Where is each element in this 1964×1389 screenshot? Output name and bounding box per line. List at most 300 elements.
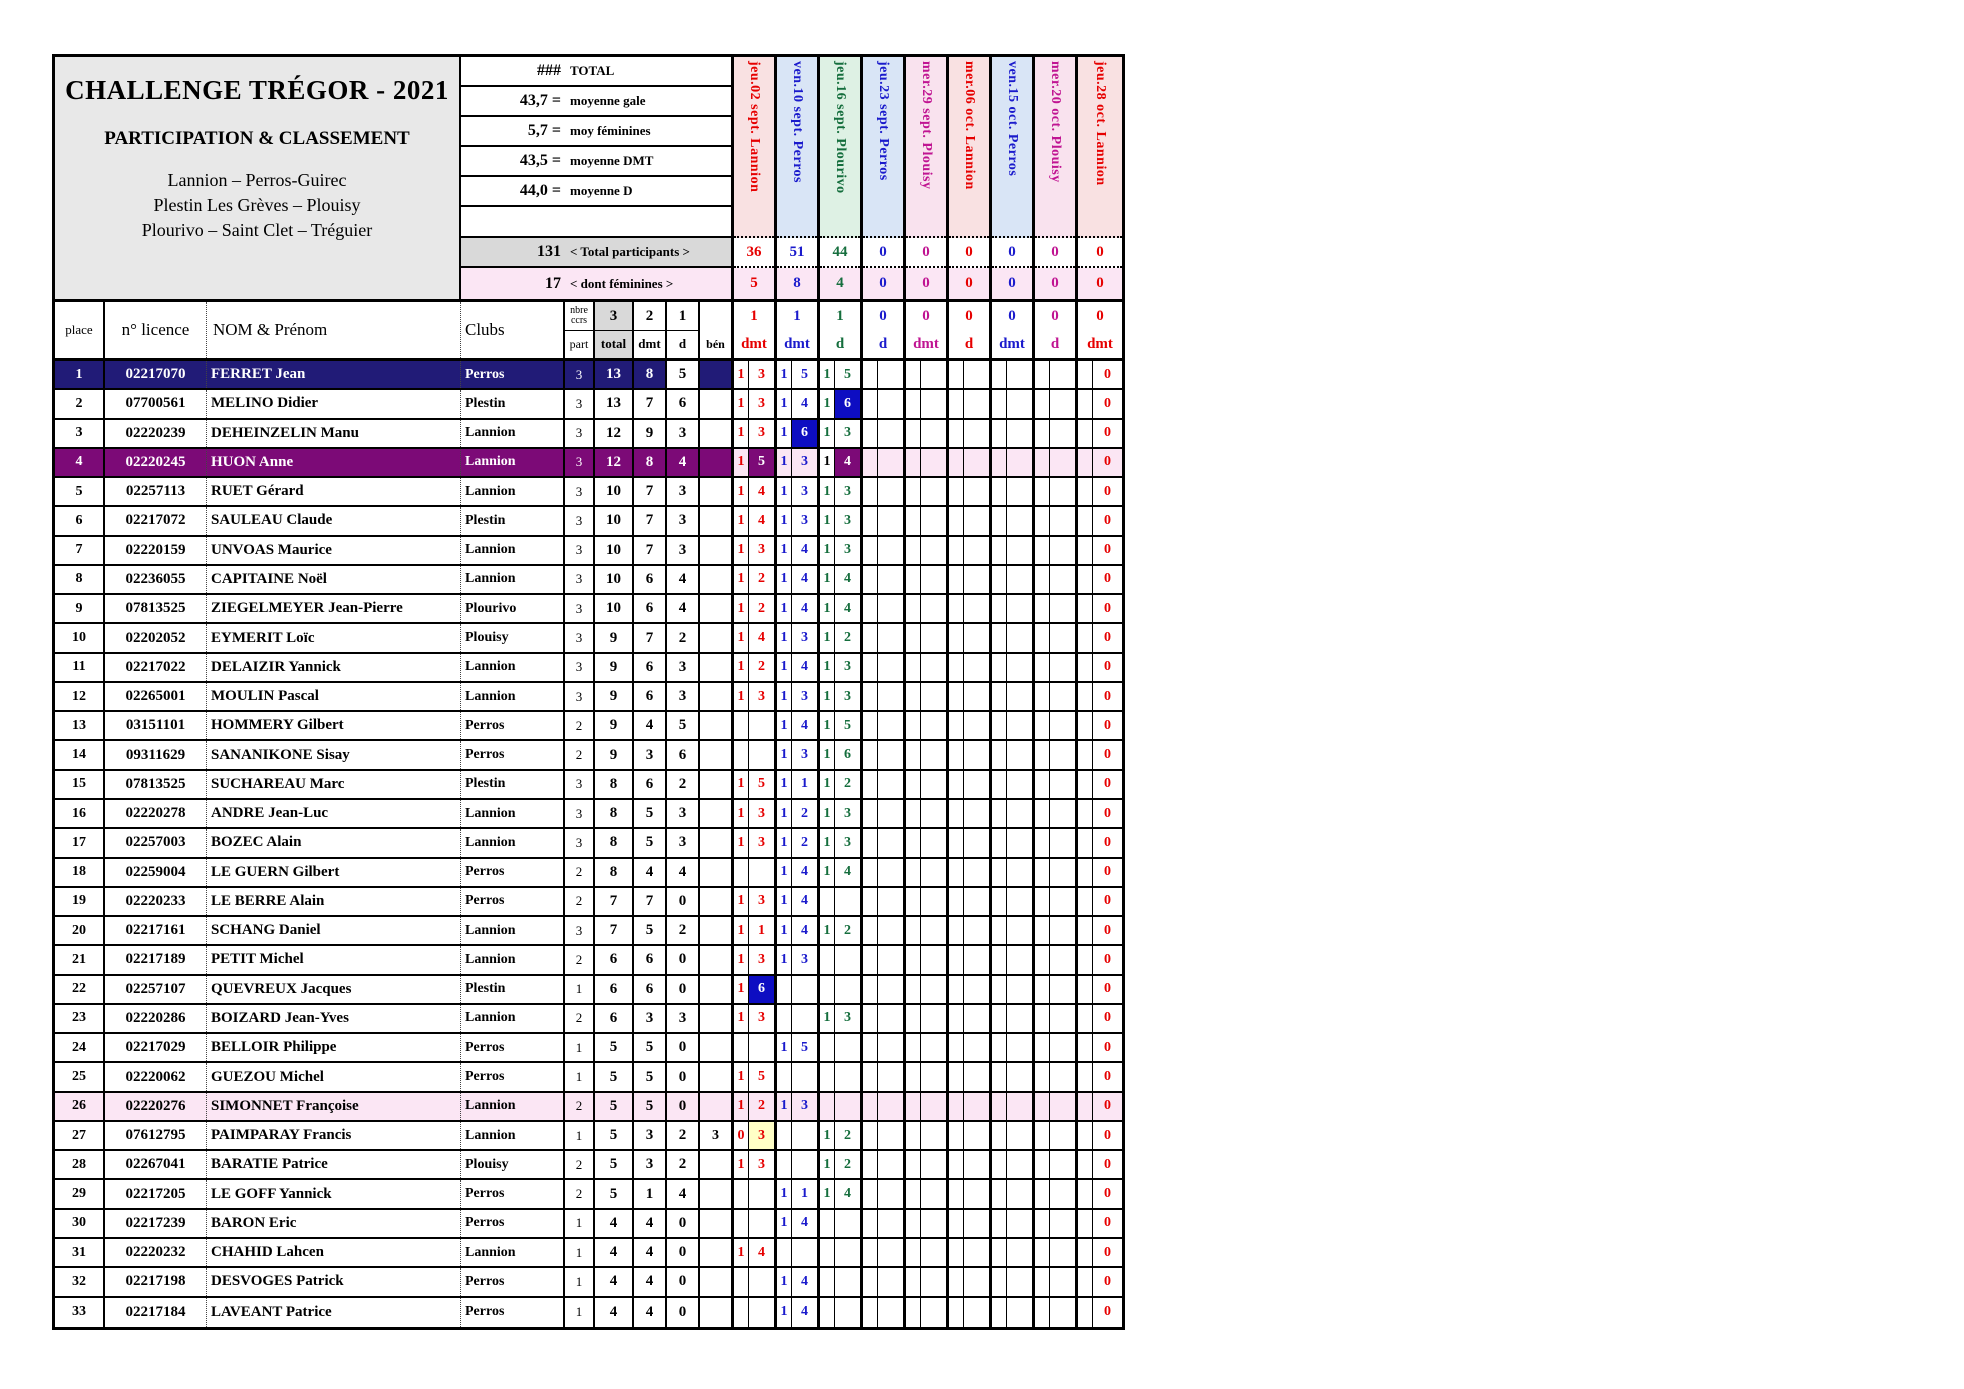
cell-name[interactable]: GUEZOU Michel [207, 1063, 461, 1090]
cell-place[interactable]: 7 [55, 537, 105, 564]
event-sub-left[interactable] [1078, 420, 1093, 447]
event-sub-right[interactable] [749, 1298, 774, 1327]
event-sub-right[interactable]: 2 [749, 654, 774, 681]
event-sub-left[interactable] [949, 654, 964, 681]
event-sub-left[interactable] [992, 1298, 1007, 1327]
event-sub-left[interactable] [906, 741, 921, 768]
event-sub-left[interactable]: 1 [734, 390, 749, 417]
cell-place[interactable]: 4 [55, 449, 105, 476]
event-sub-left[interactable] [949, 1210, 964, 1237]
event-sub-right[interactable] [1050, 712, 1075, 739]
event-sub-right[interactable] [964, 420, 989, 447]
cell-name[interactable]: BARATIE Patrice [207, 1151, 461, 1178]
event-sub-right[interactable] [878, 507, 903, 534]
event-sub-left[interactable] [1035, 1268, 1050, 1295]
event-sub-right[interactable] [921, 1005, 946, 1032]
cell-d[interactable]: 5 [667, 361, 700, 388]
cell-name[interactable]: BOZEC Alain [207, 829, 461, 856]
col-header-ben[interactable] [700, 302, 734, 358]
event-sub-left[interactable] [906, 449, 921, 476]
event-sub-left[interactable] [1078, 1298, 1093, 1327]
event-sub-left[interactable] [949, 829, 964, 856]
cell-dmt[interactable]: 5 [634, 1093, 667, 1120]
event-sub-left[interactable] [777, 1122, 792, 1149]
cell-club[interactable]: Perros [461, 741, 565, 768]
event-sub-right[interactable]: 0 [1093, 1122, 1122, 1149]
event-sub-left[interactable] [949, 595, 964, 622]
col-header-clubs[interactable]: Clubs [461, 302, 565, 358]
event-sub-right[interactable] [835, 888, 860, 915]
event-sub-right[interactable] [921, 946, 946, 973]
cell-total[interactable]: 9 [595, 712, 634, 739]
cell-place[interactable]: 29 [55, 1180, 105, 1207]
event-sub-left[interactable]: 1 [777, 800, 792, 827]
event-subheader-2[interactable] [777, 302, 820, 358]
event-sub-left[interactable] [949, 888, 964, 915]
event-sub-left[interactable] [992, 1093, 1007, 1120]
event-sub-left[interactable] [1078, 800, 1093, 827]
cell-dmt[interactable]: 7 [634, 537, 667, 564]
cell-ben[interactable] [700, 829, 734, 856]
event-sub-right[interactable]: 2 [749, 595, 774, 622]
event-sub-right[interactable] [835, 1298, 860, 1327]
event-sub-right[interactable]: 0 [1093, 566, 1122, 593]
col-header-d[interactable] [667, 302, 700, 358]
event-sub-left[interactable] [992, 1005, 1007, 1032]
event-sub-left[interactable] [992, 1122, 1007, 1149]
event-sub-left[interactable] [906, 683, 921, 710]
event-sub-left[interactable] [734, 1180, 749, 1207]
event-feminines-total[interactable]: 4 [820, 268, 860, 299]
event-subheader-5[interactable] [906, 302, 949, 358]
cell-licence[interactable]: 02220276 [105, 1093, 207, 1120]
event-sub-right[interactable]: 2 [835, 771, 860, 798]
cell-part[interactable]: 3 [565, 390, 595, 417]
event-participants-total[interactable]: 36 [734, 238, 774, 268]
cell-d[interactable]: 6 [667, 741, 700, 768]
event-sub-right[interactable]: 4 [792, 917, 817, 944]
cell-dmt[interactable]: 8 [634, 449, 667, 476]
cell-total[interactable]: 10 [595, 507, 634, 534]
event-sub-right[interactable]: 3 [792, 449, 817, 476]
cell-dmt[interactable]: 4 [634, 1210, 667, 1237]
cell-licence[interactable]: 07813525 [105, 771, 207, 798]
cell-part[interactable]: 2 [565, 1180, 595, 1207]
event-sub-right[interactable]: 0 [1093, 800, 1122, 827]
cell-dmt[interactable]: 5 [634, 829, 667, 856]
cell-total[interactable]: 6 [595, 976, 634, 1003]
cell-total[interactable]: 6 [595, 946, 634, 973]
cell-place[interactable]: 18 [55, 859, 105, 886]
cell-part[interactable]: 2 [565, 1005, 595, 1032]
stat-value[interactable]: 43,5 = [519, 152, 561, 169]
event-sub-left[interactable] [1035, 1005, 1050, 1032]
event-sub-left[interactable]: 1 [777, 683, 792, 710]
cell-ben[interactable] [700, 420, 734, 447]
event-sub-right[interactable] [964, 683, 989, 710]
event-sub-right[interactable] [878, 1093, 903, 1120]
event-sub-right[interactable]: 6 [835, 390, 860, 417]
event-sub-left[interactable] [1035, 390, 1050, 417]
event-sub-left[interactable] [1035, 1122, 1050, 1149]
event-sub-right[interactable] [921, 1180, 946, 1207]
event-sub-right[interactable] [1050, 390, 1075, 417]
event-sub-right[interactable] [1050, 624, 1075, 651]
cell-licence[interactable]: 02217184 [105, 1298, 207, 1327]
event-sub-right[interactable]: 3 [792, 624, 817, 651]
cell-club[interactable]: Plestin [461, 507, 565, 534]
event-sub-right[interactable]: 5 [835, 712, 860, 739]
event-sub-right[interactable] [921, 771, 946, 798]
event-sub-right[interactable] [1050, 976, 1075, 1003]
cell-licence[interactable]: 02217198 [105, 1268, 207, 1295]
event-sub-right[interactable] [964, 537, 989, 564]
event-sub-right[interactable] [1050, 1034, 1075, 1061]
event-sub-left[interactable] [1035, 683, 1050, 710]
cell-dmt[interactable]: 9 [634, 420, 667, 447]
cell-dmt[interactable]: 4 [634, 859, 667, 886]
event-sub-right[interactable] [964, 1268, 989, 1295]
cell-name[interactable]: SCHANG Daniel [207, 917, 461, 944]
event-sub-left[interactable] [820, 1093, 835, 1120]
event-sub-right[interactable] [964, 712, 989, 739]
event-sub-right[interactable]: 4 [749, 624, 774, 651]
col-header-part[interactable] [565, 302, 595, 358]
event-sub-right[interactable] [878, 595, 903, 622]
event-sub-left[interactable] [992, 888, 1007, 915]
cell-licence[interactable]: 02217070 [105, 361, 207, 388]
cell-name[interactable]: CAPITAINE Noël [207, 566, 461, 593]
cell-d[interactable]: 4 [667, 1180, 700, 1207]
event-participants-total[interactable]: 0 [949, 238, 989, 268]
cell-ben[interactable] [700, 1210, 734, 1237]
cell-name[interactable]: PAIMPARAY Francis [207, 1122, 461, 1149]
event-sub-left[interactable]: 1 [777, 595, 792, 622]
event-sub-right[interactable] [921, 917, 946, 944]
cell-place[interactable]: 6 [55, 507, 105, 534]
cell-total[interactable]: 13 [595, 390, 634, 417]
event-sub-right[interactable]: 0 [1093, 1210, 1122, 1237]
cell-d[interactable]: 0 [667, 1298, 700, 1327]
event-sub-left[interactable] [992, 712, 1007, 739]
event-subheader-6[interactable] [949, 302, 992, 358]
event-sub-left[interactable] [863, 1005, 878, 1032]
cell-place[interactable]: 17 [55, 829, 105, 856]
event-sub-left[interactable] [734, 1034, 749, 1061]
event-sub-left[interactable] [949, 1151, 964, 1178]
cell-name[interactable]: CHAHID Lahcen [207, 1239, 461, 1266]
cell-licence[interactable]: 02220278 [105, 800, 207, 827]
cell-total[interactable]: 9 [595, 654, 634, 681]
total-participants-cell[interactable] [461, 238, 731, 268]
cell-d[interactable]: 3 [667, 800, 700, 827]
cell-dmt[interactable]: 7 [634, 390, 667, 417]
cell-ben[interactable] [700, 390, 734, 417]
cell-part[interactable]: 2 [565, 888, 595, 915]
event-sub-right[interactable] [878, 771, 903, 798]
col-header-place[interactable]: place [55, 302, 105, 358]
event-sub-left[interactable] [777, 976, 792, 1003]
event-sub-left[interactable]: 1 [734, 624, 749, 651]
cell-place[interactable]: 30 [55, 1210, 105, 1237]
event-date-label[interactable] [863, 57, 903, 238]
cell-d[interactable]: 0 [667, 1063, 700, 1090]
cell-total[interactable]: 5 [595, 1034, 634, 1061]
cell-ben[interactable] [700, 917, 734, 944]
event-sub-left[interactable] [863, 917, 878, 944]
cell-place[interactable]: 32 [55, 1268, 105, 1295]
cell-place[interactable]: 5 [55, 478, 105, 505]
event-sub-left[interactable] [992, 1210, 1007, 1237]
event-sub-left[interactable]: 1 [777, 712, 792, 739]
cell-club[interactable]: Lannion [461, 917, 565, 944]
event-sub-right[interactable] [1007, 449, 1032, 476]
cell-part[interactable]: 2 [565, 741, 595, 768]
event-sub-left[interactable] [992, 361, 1007, 388]
cell-d[interactable]: 3 [667, 683, 700, 710]
event-sub-right[interactable] [921, 1298, 946, 1327]
event-sub-right[interactable]: 0 [1093, 917, 1122, 944]
cell-club[interactable]: Perros [461, 1063, 565, 1090]
stat-value[interactable]: 44,0 = [519, 182, 561, 199]
event-sub-left[interactable] [949, 946, 964, 973]
cell-name[interactable]: PETIT Michel [207, 946, 461, 973]
event-subheader-3[interactable] [820, 302, 863, 358]
event-sub-right[interactable] [878, 829, 903, 856]
event-sub-right[interactable]: 0 [1093, 946, 1122, 973]
event-sub-left[interactable] [1035, 595, 1050, 622]
event-sub-right[interactable]: 3 [835, 800, 860, 827]
event-sub-left[interactable] [863, 1122, 878, 1149]
event-sub-left[interactable] [1035, 1180, 1050, 1207]
cell-club[interactable]: Perros [461, 888, 565, 915]
event-sub-left[interactable]: 1 [820, 537, 835, 564]
event-sub-left[interactable] [906, 1180, 921, 1207]
event-sub-left[interactable] [1078, 390, 1093, 417]
col-header-dmt[interactable] [634, 302, 667, 358]
event-sub-right[interactable]: 3 [792, 683, 817, 710]
event-sub-right[interactable]: 3 [835, 1005, 860, 1032]
event-sub-right[interactable] [964, 888, 989, 915]
event-sub-right[interactable]: 0 [1093, 1005, 1122, 1032]
event-sub-left[interactable]: 1 [777, 566, 792, 593]
cell-part[interactable]: 3 [565, 507, 595, 534]
event-sub-right[interactable] [921, 478, 946, 505]
event-sub-right[interactable] [964, 654, 989, 681]
event-sub-left[interactable]: 1 [734, 683, 749, 710]
event-sub-left[interactable] [992, 1239, 1007, 1266]
cell-dmt[interactable]: 3 [634, 1005, 667, 1032]
event-sub-left[interactable]: 1 [734, 478, 749, 505]
event-sub-left[interactable] [906, 420, 921, 447]
event-sub-right[interactable] [835, 1239, 860, 1266]
event-sub-left[interactable] [1078, 624, 1093, 651]
cell-place[interactable]: 11 [55, 654, 105, 681]
cell-name[interactable]: SUCHAREAU Marc [207, 771, 461, 798]
dont-feminines-cell[interactable] [461, 268, 731, 299]
event-sub-left[interactable] [1035, 712, 1050, 739]
event-sub-right[interactable]: 4 [835, 1180, 860, 1207]
event-sub-right[interactable] [1050, 1093, 1075, 1120]
event-sub-right[interactable] [1050, 420, 1075, 447]
event-sub-left[interactable] [992, 1268, 1007, 1295]
event-sub-left[interactable]: 1 [734, 566, 749, 593]
event-sub-left[interactable]: 1 [777, 537, 792, 564]
event-date-label[interactable] [1078, 57, 1122, 238]
event-sub-left[interactable] [906, 507, 921, 534]
cell-place[interactable]: 20 [55, 917, 105, 944]
event-sub-right[interactable]: 3 [749, 683, 774, 710]
cell-name[interactable]: LE GUERN Gilbert [207, 859, 461, 886]
cell-dmt[interactable]: 5 [634, 1034, 667, 1061]
event-sub-right[interactable]: 0 [1093, 976, 1122, 1003]
cell-club[interactable]: Perros [461, 361, 565, 388]
event-sub-right[interactable]: 5 [749, 449, 774, 476]
event-sub-right[interactable]: 0 [1093, 1063, 1122, 1090]
event-feminines-total[interactable]: 8 [777, 268, 817, 299]
event-sub-right[interactable]: 3 [835, 654, 860, 681]
event-sub-right[interactable] [964, 1063, 989, 1090]
event-sub-right[interactable] [964, 390, 989, 417]
cell-part[interactable]: 1 [565, 976, 595, 1003]
event-sub-left[interactable]: 1 [734, 361, 749, 388]
event-sub-left[interactable] [820, 1239, 835, 1266]
cell-d[interactable]: 3 [667, 829, 700, 856]
cell-dmt[interactable]: 5 [634, 800, 667, 827]
cell-total[interactable]: 4 [595, 1268, 634, 1295]
event-sub-right[interactable] [921, 566, 946, 593]
event-sub-right[interactable] [1050, 1239, 1075, 1266]
event-sub-right[interactable] [1007, 829, 1032, 856]
cell-ben[interactable] [700, 1063, 734, 1090]
cell-part[interactable]: 1 [565, 1239, 595, 1266]
event-sub-left[interactable]: 1 [777, 946, 792, 973]
event-sub-left[interactable] [906, 390, 921, 417]
event-sub-left[interactable] [1035, 624, 1050, 651]
event-sub-right[interactable] [921, 1268, 946, 1295]
event-sub-left[interactable] [906, 1239, 921, 1266]
event-sub-right[interactable] [921, 390, 946, 417]
event-sub-left[interactable] [992, 390, 1007, 417]
event-sub-right[interactable]: 2 [835, 917, 860, 944]
cell-place[interactable]: 12 [55, 683, 105, 710]
event-sub-right[interactable] [921, 361, 946, 388]
cell-club[interactable]: Plestin [461, 771, 565, 798]
event-sub-left[interactable] [777, 1005, 792, 1032]
event-sub-right[interactable]: 0 [1093, 595, 1122, 622]
event-sub-right[interactable] [878, 976, 903, 1003]
event-sub-left[interactable] [1035, 1151, 1050, 1178]
cell-licence[interactable]: 07700561 [105, 390, 207, 417]
cell-club[interactable]: Perros [461, 859, 565, 886]
cell-d[interactable]: 3 [667, 654, 700, 681]
cell-total[interactable]: 9 [595, 683, 634, 710]
event-sub-left[interactable]: 1 [777, 420, 792, 447]
cell-licence[interactable]: 02220062 [105, 1063, 207, 1090]
event-sub-right[interactable]: 3 [835, 420, 860, 447]
event-sub-right[interactable]: 5 [792, 361, 817, 388]
cell-part[interactable]: 3 [565, 449, 595, 476]
event-sub-left[interactable] [863, 1268, 878, 1295]
cell-club[interactable]: Lannion [461, 1005, 565, 1032]
event-sub-left[interactable] [863, 888, 878, 915]
cell-name[interactable]: QUEVREUX Jacques [207, 976, 461, 1003]
event-sub-right[interactable] [921, 1210, 946, 1237]
cell-name[interactable]: BELLOIR Philippe [207, 1034, 461, 1061]
event-sub-right[interactable] [921, 449, 946, 476]
event-sub-right[interactable] [878, 1239, 903, 1266]
event-sub-right[interactable]: 6 [835, 741, 860, 768]
event-sub-left[interactable]: 1 [820, 361, 835, 388]
event-date-label[interactable] [992, 57, 1032, 238]
event-sub-left[interactable] [1035, 1093, 1050, 1120]
event-sub-right[interactable]: 5 [749, 771, 774, 798]
event-sub-left[interactable]: 1 [820, 449, 835, 476]
event-sub-left[interactable] [863, 1210, 878, 1237]
event-sub-left[interactable]: 1 [777, 1034, 792, 1061]
cell-part[interactable]: 1 [565, 1122, 595, 1149]
event-sub-left[interactable] [1078, 1268, 1093, 1295]
event-sub-left[interactable] [1078, 537, 1093, 564]
cell-total[interactable]: 7 [595, 917, 634, 944]
event-sub-left[interactable] [1035, 800, 1050, 827]
event-sub-left[interactable] [906, 537, 921, 564]
cell-ben[interactable] [700, 566, 734, 593]
event-sub-right[interactable]: 3 [792, 1093, 817, 1120]
event-sub-left[interactable] [1078, 1034, 1093, 1061]
cell-part[interactable]: 3 [565, 829, 595, 856]
event-feminines-total[interactable]: 0 [863, 268, 903, 299]
cell-ben[interactable] [700, 800, 734, 827]
cell-club[interactable]: Lannion [461, 420, 565, 447]
event-sub-right[interactable] [878, 1298, 903, 1327]
event-sub-left[interactable] [863, 361, 878, 388]
cell-d[interactable]: 0 [667, 888, 700, 915]
event-sub-left[interactable] [863, 859, 878, 886]
event-sub-left[interactable] [949, 566, 964, 593]
event-sub-right[interactable] [964, 566, 989, 593]
event-sub-left[interactable]: 1 [820, 829, 835, 856]
event-sub-left[interactable]: 1 [777, 449, 792, 476]
event-sub-right[interactable] [1007, 1005, 1032, 1032]
stat-label[interactable]: moyenne gale [570, 93, 646, 108]
event-sub-left[interactable]: 1 [820, 595, 835, 622]
event-sub-right[interactable] [1050, 361, 1075, 388]
event-sub-left[interactable]: 1 [734, 917, 749, 944]
event-sub-right[interactable] [878, 1151, 903, 1178]
event-sub-left[interactable] [906, 1268, 921, 1295]
event-sub-left[interactable]: 1 [777, 888, 792, 915]
event-sub-left[interactable] [777, 1063, 792, 1090]
event-sub-right[interactable] [1007, 361, 1032, 388]
cell-dmt[interactable]: 6 [634, 654, 667, 681]
cell-total[interactable]: 5 [595, 1063, 634, 1090]
event-sub-right[interactable] [1007, 1180, 1032, 1207]
event-sub-left[interactable] [863, 595, 878, 622]
cell-total[interactable]: 12 [595, 420, 634, 447]
cell-dmt[interactable]: 7 [634, 478, 667, 505]
event-sub-right[interactable]: 2 [835, 1151, 860, 1178]
event-sub-right[interactable] [1007, 420, 1032, 447]
event-sub-right[interactable] [1007, 859, 1032, 886]
event-sub-left[interactable]: 1 [734, 976, 749, 1003]
event-sub-right[interactable]: 3 [749, 420, 774, 447]
event-sub-left[interactable] [1035, 654, 1050, 681]
event-sub-right[interactable]: 0 [1093, 478, 1122, 505]
event-sub-right[interactable] [835, 1063, 860, 1090]
event-sub-left[interactable] [906, 566, 921, 593]
event-sub-left[interactable] [992, 420, 1007, 447]
